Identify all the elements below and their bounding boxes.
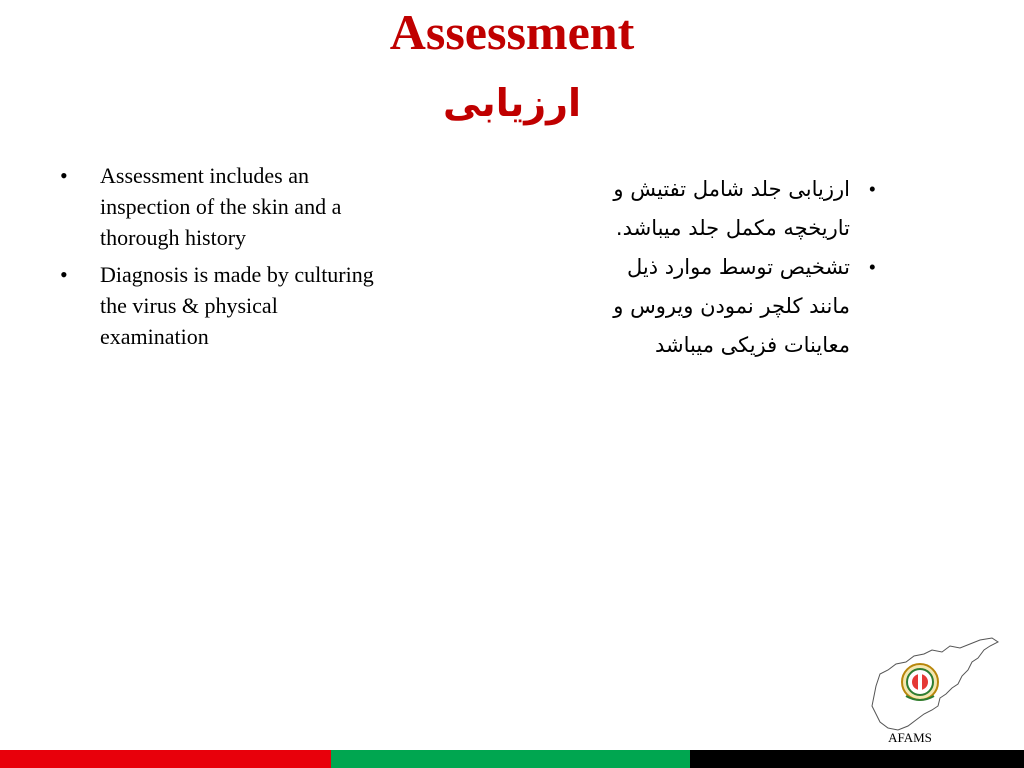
- english-bullet-list: [60, 160, 390, 358]
- list-item-text: ارزیابی جلد شامل تفتیش و تاریخچه مکمل جلد میباشد.: [613, 177, 850, 240]
- list-item-text: Assessment includes an inspection of the skin and a thorough history: [100, 163, 342, 250]
- list-item: [60, 259, 390, 352]
- footer-bar-black: [690, 750, 1024, 768]
- list-item: [60, 160, 390, 253]
- slide-title-english: Assessment: [389, 4, 635, 60]
- list-item-text: Diagnosis is made by culturing the virus & physical examination: [100, 262, 374, 349]
- list-item-text: تشخیص توسط موارد ذیل مانند کلچر نمودن ویروس و معاینات فزیکی میباشد: [613, 255, 850, 357]
- bullet-icon: •: [60, 262, 68, 287]
- persian-bullet-list: [590, 170, 880, 365]
- bullet-icon: •: [868, 177, 876, 201]
- bullet-icon: •: [60, 163, 68, 188]
- bullet-icon: •: [868, 255, 876, 279]
- slide-title-persian: ارزیابی: [442, 81, 582, 125]
- footer-bar-red: [0, 750, 331, 768]
- footer-bar-green: [331, 750, 690, 768]
- afghanistan-map-emblem-icon: [866, 636, 1002, 736]
- footer-label: AFAMS: [888, 730, 932, 745]
- list-item: [590, 248, 880, 365]
- list-item: [590, 170, 880, 248]
